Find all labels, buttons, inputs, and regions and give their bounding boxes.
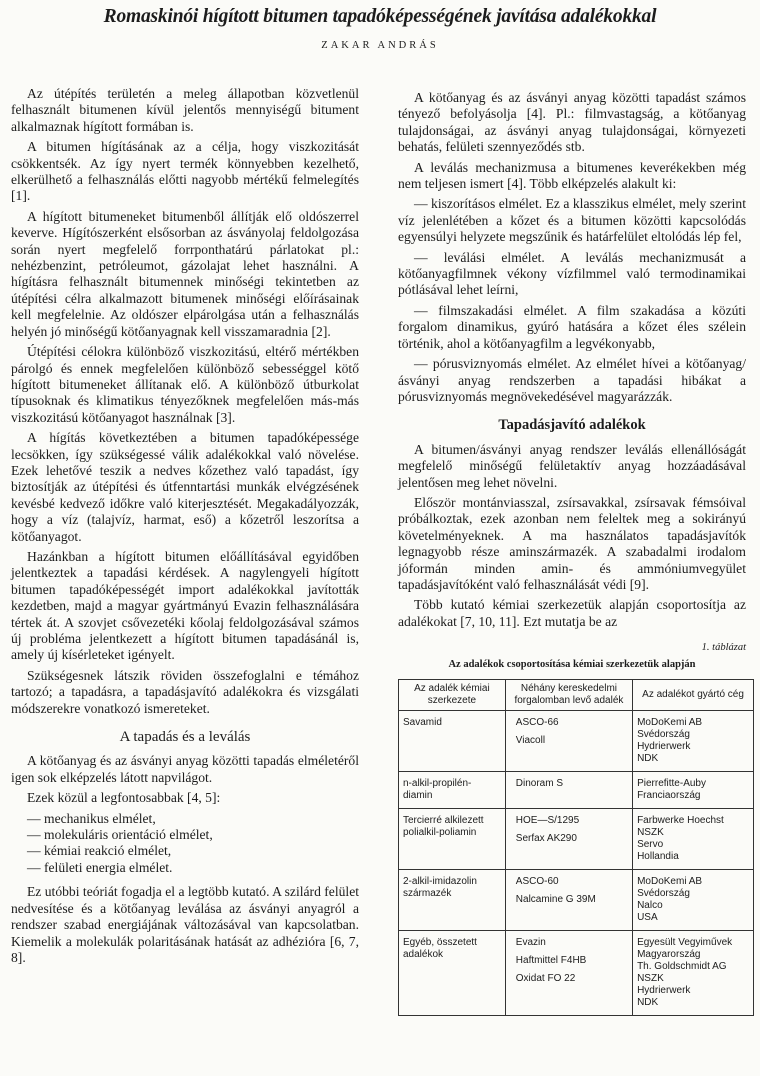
cell-line: polialkil-poliamin [403,827,477,838]
paragraph: Útépítési célokra különböző viszkozitású, eltérő mértékben párolgó és ennek megfelelően különböző sebességgel kötő hígított bitumeneket állítanak elő. A különböző útburkolat típusoknak és klimatikus tényezőknek megfelelően más-más viszkozitású kötőanyagot használnak [3]. [11,344,359,425]
paragraph: A leválás mechanizmusa a bitumenes keverékekben még nem teljesen ismert [4]. Több elképzelés alakult ki: [398,159,746,192]
paragraph: A kötőanyag és az ásványi anyag közötti tapadást számos tényező befolyásolja [4]. Pl.: filmvastagság, a kötőanyag tulajdonságai, az ásványi anyag tulajdonságai, környezeti behatás, felületi szennyeződés stb. [398,90,746,155]
right-column [398,90,746,1016]
left-column [11,86,359,970]
paragraph: — pórusviznyomás elmélet. Az elmélet hívei a kötőanyag/ásványi anyag rendszerben a tapadási hibákat a pórusviznyomás megnövekedésével magyarázzák. [398,356,746,404]
table-row [399,809,754,870]
cell-line: adalékok [403,949,444,960]
table-cell-structure [399,711,506,772]
right-section-paragraphs [398,442,746,630]
table-cell-products [505,870,632,931]
paragraph: A bitumen hígításának az a célja, hogy viszkozitását csökkentsék. Az így nyert termék könnyebben kezelhető, elkerülhető a felhasználás előtti nagyobb mértékű felmelegítés [1]. [11,139,359,204]
table-cell-structure [399,809,506,870]
article-title: Romaskinói hígított bitumen tapadóképességének javítása adalékokkal [103,6,657,27]
left-section-paragraphs [11,753,359,806]
table-cell-products [505,711,632,772]
paragraph: — filmszakadási elmélet. A film szakadása a közúti forgalom dinamikus, gyúró hatására a kőzet éles szélein történik, ahol a kötőanyagfilm a legvékonyabb, [398,302,746,351]
section-heading-tapadas: A tapadás és a leválás [119,729,251,746]
cell-line: Magyarország [637,949,701,960]
cell-line: 2-alkil-imidazolin [403,876,477,887]
cell-line: USA [637,912,658,923]
table-cell-makers [633,772,754,809]
cell-line: NSZK [637,973,664,984]
list-item: — molekuláris orientáció elmélet, [27,827,213,843]
table-cell-structure [399,870,506,931]
theory-list [11,811,359,877]
list-item: — kémiai reakció elmélet, [27,843,172,859]
cell-line: Servo [637,839,664,850]
table-row [399,931,754,1016]
cell-line: Nalco [637,900,663,911]
cell-line: Egyéb, összetett [403,937,477,948]
table-row [399,711,754,772]
table-header-cell: Az adalékot gyártó cég [633,680,754,711]
cell-line: NDK [637,753,659,764]
section-heading-adalekok: Tapadásjavító adalékok [498,417,646,434]
cell-line: Franciaország [637,790,701,801]
cell-line: ASCO-60 [515,876,559,887]
table-cell-products [505,931,632,1016]
cell-line: Tercierré alkilezett [403,815,484,826]
cell-line: Th. Goldschmidt AG [637,961,727,972]
left-closing-paragraphs [11,884,359,966]
cell-line: Svédország [637,729,690,740]
cell-line: Viacoll [515,735,546,746]
cell-line: Oxidat FO 22 [515,973,576,984]
table-header-cell: Néhány kereskedelmi forgalomban levő adalék [505,680,632,711]
cell-line: származék [403,888,452,899]
cell-line: Farbwerke Hoechst [637,815,724,826]
table-row [399,772,754,809]
cell-line: NSZK [637,827,664,838]
table-cell-structure [399,772,506,809]
table-cell-makers [633,711,754,772]
cell-line: Hydrierwerk [637,985,691,996]
table-cell-products [505,772,632,809]
paragraph: A kötőanyag és az ásványi anyag közötti tapadás elméletéről igen sok elképzelés látott napvilágot. [11,753,359,785]
paragraph: Az útépítés területén a meleg állapotban közvetlenül felhasznált bitumenen kívül jelentős mennyiségű bitument alkalmaznak hígított formában is. [11,86,359,134]
cell-line: diamin [403,790,433,801]
cell-line: n-alkil-propilén- [403,778,472,789]
cell-line: MoDoKemi AB [637,717,703,728]
table-caption: Az adalékok csoportosítása kémiai szerkezetük alapján [448,658,696,670]
cell-line: ASCO-66 [515,717,559,728]
table-header-row [399,680,754,711]
list-item: — felületi energia elmélet. [27,859,173,875]
table-row [399,870,754,931]
cell-line: Evazin [515,937,546,948]
cell-line: Egyesült Vegyiművek [637,937,733,948]
paragraph: — kiszorításos elmélet. Ez a klasszikus elmélet, mely szerint víz jelenlétében a kőzet és a bitumen közötti kapcsolódás egyensúlyi helyzete megszűnik és határfelület eltolódás lép fel, [398,196,746,245]
table-cell-makers [633,931,754,1016]
cell-line: Haftmittel F4HB [515,955,587,966]
paragraph: Ez utóbbi teóriát fogadja el a legtöbb kutató. A szilárd felület nedvesítése és a kötőanyag leválása az ásványi anyagról a rendszer szabad energiájának változásával van kapcsolatban. Kiemelik a molekulák polaritásának hatását az adhézióra [6, 7, 8]. [11,884,359,965]
table-cell-products [505,809,632,870]
paragraph: Hazánkban a hígított bitumen előállításával egyidőben jelentkeztek a tapadási kérdések. A nagylengyeli hígított bitumen tapadóképességét import adalékokkal javították kezdetben, majd a magyar gyártmányú Evazin felhasználására tértek át. A szovjet csővezetéki kőolaj feldolgozásával számos új probléma jelentkezett a hígított bitumen tapadásánál is, amely új kísérleteket igényelt. [11,548,359,663]
table-header-cell: Az adalék kémiai szerkezete [399,680,506,711]
table-cell-structure [399,931,506,1016]
cell-line: HOE—S/1295 [515,815,580,826]
cell-line: Serfax AK290 [515,833,577,844]
right-intro-paragraphs [398,90,746,192]
list-item: — mechanikus elmélet, [27,810,156,826]
cell-line: Nalcamine G 39M [515,894,596,905]
paragraph: Szükségesnek látszik röviden összefoglalni e témához tartozó; a tapadásra, a tapadásjavító adalékokra és vizsgálati módszerekre vonatkozó ismereteket. [11,667,359,716]
cell-line: NDK [637,997,659,1008]
table-cell-makers [633,809,754,870]
table-number: 1. táblázat [701,642,746,654]
cell-line: MoDoKemi AB [637,876,703,887]
table-cell-makers [633,870,754,931]
cell-line: Svédország [637,888,690,899]
left-intro-paragraphs [11,86,359,717]
paragraph: A bitumen/ásványi anyag rendszer leválás ellenállóságát megfelelő minőségű felületaktív anyag hozzáadásával jelentősen meg lehet növelni. [398,441,746,490]
cell-line: Pierrefitte-Auby [637,778,706,789]
cell-line: Hydrierwerk [637,741,691,752]
additive-table [398,679,754,1016]
paragraph: Több kutató kémiai szerkezetük alapján csoportosítja az adalékokat [7, 10, 11]. Ezt mutatja be az [398,597,746,629]
paragraph: Először montánviasszal, zsírsavakkal, zsírsavak fémsóival próbálkoztak, ezek azonban nem feleltek meg a sokirányú követelményeknek. A ma használatos tapadásjavítók legnagyobb része aminszármazék. A szabadalmi irodalom jóformán minden amin- és ammóniumvegyület tapadásjavítóként való felhasználását védi [9]. [398,494,746,592]
paragraph: Ezek közül a legfontosabbak [4, 5]: [27,790,221,806]
cell-line: Hollandia [637,851,679,862]
paragraph: A hígított bitumeneket bitumenből állítják elő oldószerrel keverve. Hígítószerként elsősorban az ásványolaj feldolgozása során nyert megfelelő forrponthatárú párlatokat pl.: nehézbenzint, petróleumot, gázolajat lehet használni. A hígításra felhasznált bitumennek minőségi tekintetben az útépítési célra alkalmazott bitumenek minőségi előírásainak kell megfelelnie. Az oldószer elpárolgása után a felhasználás helyén jó minőségű kötőanyagnak kell visszamaradnia [2]. [11,208,359,339]
paragraph: A hígítás következtében a bitumen tapadóképessége lecsökken, így szükségessé válik adalékokkal való növelése. Ezek lehetővé teszik a nedves kőzethez való tapadást, így biztosítják az útépítési és útfenntartási munkák elvégzésének kevésbé kedvező időkre való kiterjesztését. Megakadályozzák, hogy a víz (talajvíz, harmat, eső) a kőzetről leszorítsa a kötőanyagot. [11,430,359,544]
paragraph: — leválási elmélet. A leválás mechanizmusát a kötőanyagfilmnek vékony vízfilmmel való termodinamikai pótlásával lehet leírni, [398,249,746,298]
separation-theories [398,196,746,405]
cell-line: Dinoram S [515,778,564,789]
cell-line: Savamid [403,717,442,728]
article-author: ZAKAR ANDRÁS [321,40,439,51]
